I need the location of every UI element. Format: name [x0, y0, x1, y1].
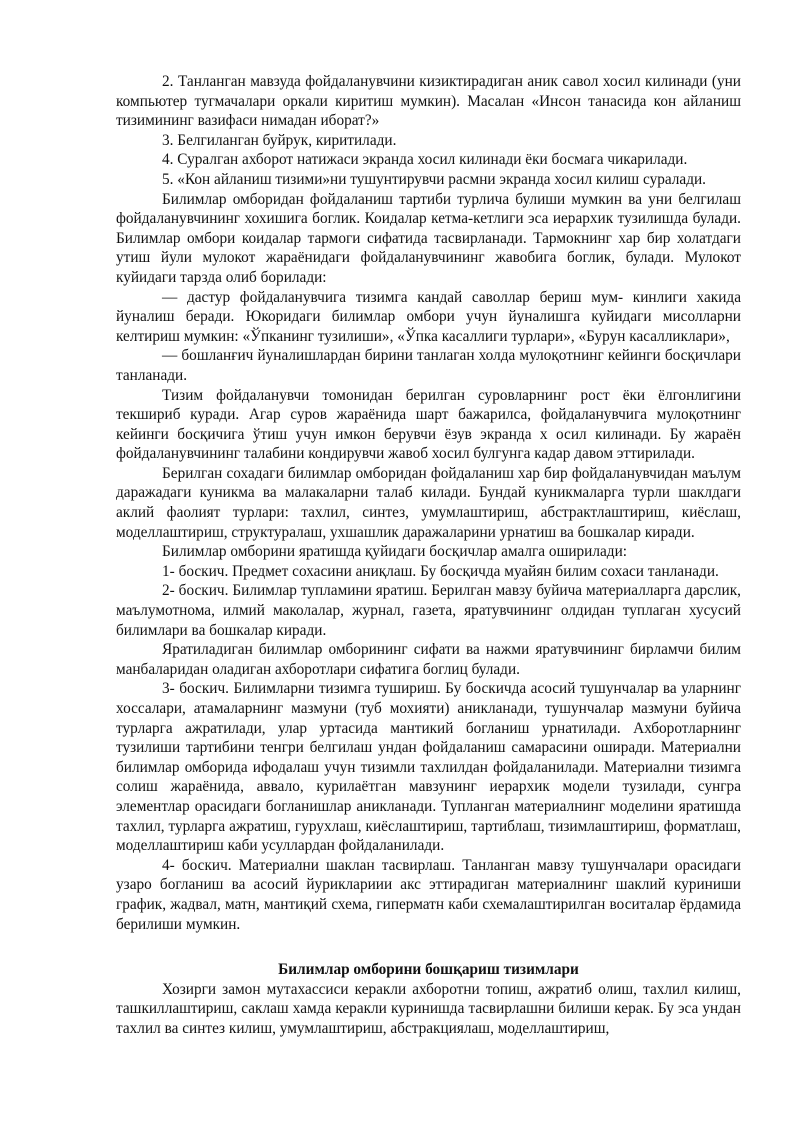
body-paragraph: 4- боскич. Материални шаклан тасвирлаш. Танланган мавзу тушунчалари орасидаги узаро богланиш ва асосий йуриклариии акс эттирадиган материалнинг шаклий куриниши график, жадвал, матн, мантиқий схема, гиперматн каби схемалаштирилган воситалар ёрдамида берилиши мумкин.	[116, 856, 741, 933]
body-paragraph: Яратиладиган билимлар омборининг сифати ва нажми яратувчининг бирламчи билим манбаларидан оладиган ахборотлари сифатига боглиц булади.	[116, 641, 741, 678]
body-paragraph: 3. Белгиланган буйрук, киритилади.	[162, 131, 397, 149]
body-paragraph: 2- боскич. Билимлар тупламини яратиш. Берилган мавзу буйича материалларга дарслик, маълумотнома, илмий маколалар, журнал, газета, яратувчининг олдидан туплаган хусусий билимлари ва бошкалар киради.	[116, 582, 741, 639]
document-page	[116, 72, 741, 1039]
body-paragraph: 4. Суралган ахборот натижаси экранда хосил килинади ёки босмага чикарилади.	[162, 151, 688, 169]
body-paragraph: Билимлар омборидан фойдаланиш тартиби турлича булиши мумкин ва уни белгилаш фойдаланувчининг хохишига боглик. Коидалар кетма-кетлиги эса иерархик тузилишда булади. Билимлар омбори коидалар тармоги сифатида тасвирланади. Тармокнинг хар бир холатдаги утиш йули мулокот жараёнидаги фойдаланувчининг жавобига боглик, булади. Мулокот куйидаги тарзда олиб борилади:	[116, 190, 741, 286]
body-paragraph: — бошланғич йуналишлардан бирини танлаган холда мулоқотнинг кейинги босқичлари танланади.	[116, 347, 741, 384]
body-paragraph: Билимлар омборини яратишда қуйидаги босқичлар амалга оширилади:	[162, 543, 628, 561]
body-paragraph: Берилган сохадаги билимлар омборидан фойдаланиш хар бир фойдаланувчидан маълум даражадаги куникма ва малакаларни талаб килади. Бундай куникмаларга турли шаклдаги аклий фаолият турлари: тахлил, синтез, умумлаштириш, абстрактлаштириш, киёслаш, моделлаштириш, структуралаш, ухшашлик даражаларини урнатиш ва бошкалар киради.	[116, 464, 741, 541]
body-paragraph: 3- боскич. Билимларни тизимга тушириш. Бу боскичда асосий тушунчалар ва уларнинг хоссалари, атамаларнинг мазмуни (туб мохияти) аникланади, тушунчалар мазмуни буйича турларга ажратилади, улар уртасида мантикий богланиш урнатилади. Ахборотларнинг тузилиши тартибини тенгри белгилаш ундан фойдаланиш самарасини оширади. Материални билимлар омборида ифодалаш учун тизимли тахлилдан фойдаланилади. Материални тизимга солиш жараёнида, аввало, курилаётган мавзунинг иерархик модели тузилади, сунгра элементлар орасидаги богланишлар аникланади. Тупланган материалнинг моделини яратишда тахлил, турларга ажратиш, гурухлаш, киёслаштириш, тартиблаш, тизимлаштириш, форматлаш, моделлаштириш каби усуллардан фойдаланилади.	[116, 680, 741, 855]
body-paragraph: Тизим фойдаланувчи томонидан берилган суровларнинг рост ёки ёлгонлигини текшириб куради. Агар суров жараёнида шарт бажарилса, фойдаланувчига мулоқотнинг кейинги босқичига ўтиш учун имкон берувчи ёзув экранда х осил килинади. Бу жараён фойдаланувчининг талабини кондирувчи жавоб хосил булгунга кадар давом эттирилади.	[116, 386, 741, 463]
body-paragraph: 5. «Кон айланиш тизими»ни тушунтирувчи расмни экранда хосил килиш суралади.	[162, 170, 707, 188]
body-paragraph: Хозирги замон мутахассиси керакли ахборотни топиш, ажратиб олиш, тахлил килиш, ташкиллаштириш, саклаш хамда керакли куринишда тасвирлашни билиши керак. Бу эса ундан тахлил ва синтез килиш, умумлаштириш, абстракциялаш, моделлаштириш,	[116, 980, 741, 1037]
section-heading: Билимлар омборини бошқариш тизимлари	[278, 961, 579, 979]
body-paragraph: — дастур фойдаланувчига тизимга кандай саволлар бериш мум- кинлиги хакида йуналиш беради. Юкоридаги билимлар омбори учун йуналишга куйидаги мисолларни келтириш мумкин: «Ўпканинг тузилиши», «Ўпка касаллиги турлари», «Бурун касалликлари»,	[116, 288, 741, 345]
body-paragraph: 1- боскич. Предмет сохасини аниқлаш. Бу босқичда муайян билим сохаси танланади.	[162, 562, 719, 580]
body-paragraph: 2. Танланган мавзуда фойдаланувчини кизиктирадиган аник савол хосил килинади (уни компьютер тугмачалари оркали киритиш мумкин). Масалан «Инсон танасида кон айланиш тизимининг вазифаси нимадан иборат?»	[116, 73, 741, 130]
